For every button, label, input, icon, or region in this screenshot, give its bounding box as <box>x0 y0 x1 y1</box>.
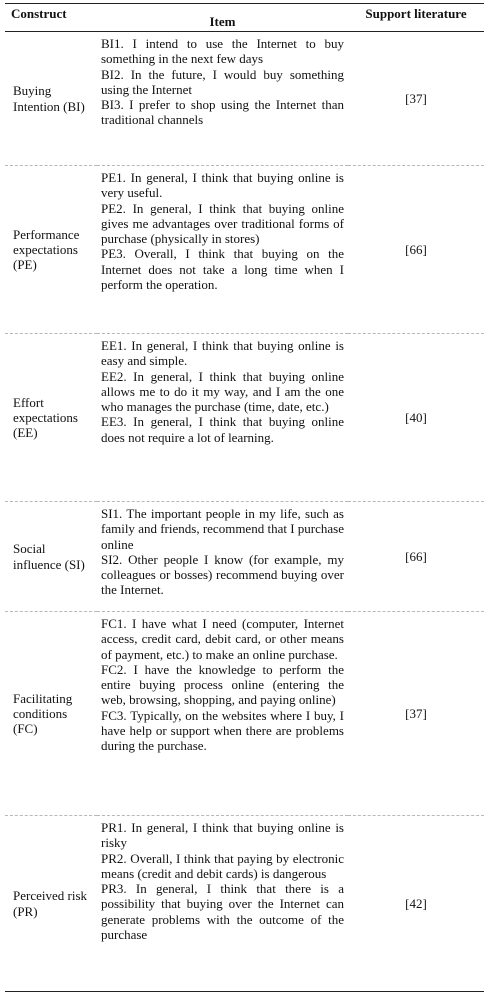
table-row <box>5 334 484 502</box>
table-row <box>5 166 484 334</box>
construct-cell: Facilitating conditions (FC) <box>5 612 97 816</box>
item-text: PE1. In general, I think that buying online is very useful. <box>101 170 344 201</box>
header-construct: Construct <box>5 4 97 32</box>
table-row <box>5 612 484 816</box>
item-text: PE2. In general, I think that buying online gives me advantages over traditional forms of purchase (physically in stores) <box>101 200 344 247</box>
construct-cell: Perceived risk (PR) <box>5 816 97 992</box>
item-text: BI2. In the future, I would buy something using the Internet <box>101 66 344 97</box>
item-text: FC2. I have the knowledge to perform the entire buying process online (entering the web, browsing, shopping, and paying online) <box>101 661 344 708</box>
item-text: PR3. In general, I think that there is a possibility that buying over the Internet can generate problems with the outcome of the purchase <box>101 881 344 943</box>
construct-cell: Effort expectations (EE) <box>5 334 97 502</box>
reference-cell: [66] <box>348 502 484 612</box>
item-text: BI1. I intend to use the Internet to buy something in the next few days <box>101 36 344 67</box>
items-cell <box>97 816 348 992</box>
constructs-table <box>5 3 484 992</box>
items-cell <box>97 32 348 166</box>
item-text: FC3. Typically, on the websites where I buy, I have help or support when there are problems during the purchase. <box>101 707 344 754</box>
items-cell <box>97 166 348 334</box>
reference-cell: [37] <box>348 612 484 816</box>
reference-cell: [42] <box>348 816 484 992</box>
reference-cell: [66] <box>348 166 484 334</box>
item-text: SI1. The important people in my life, such as family and friends, recommend that I purchase online <box>101 506 344 552</box>
construct-cell: Performance expectations (PE) <box>5 166 97 334</box>
construct-cell: Buying Intention (BI) <box>5 32 97 166</box>
items-cell <box>97 334 348 502</box>
reference-cell: [40] <box>348 334 484 502</box>
item-text: BI3. I prefer to shop using the Internet than traditional channels <box>101 97 344 128</box>
item-text: EE3. In general, I think that buying online does not require a lot of learning. <box>101 414 344 445</box>
header-row <box>5 4 484 32</box>
table-row <box>5 502 484 612</box>
item-text: FC1. I have what I need (computer, Internet access, credit card, debit card, or other means of payment, etc.) to make an online purchase. <box>101 616 344 662</box>
header-support: Support literature <box>348 4 484 32</box>
item-text: PR2. Overall, I think that paying by electronic means (credit and debit cards) is dangerous <box>101 850 344 881</box>
item-text: EE1. In general, I think that buying online is easy and simple. <box>101 338 344 369</box>
construct-cell: Social influence (SI) <box>5 502 97 612</box>
item-text: EE2. In general, I think that buying online allows me to do it my way, and I am the one who manages the purchase (time, date, etc.) <box>101 368 344 415</box>
table-row <box>5 816 484 992</box>
items-cell <box>97 612 348 816</box>
item-text: SI2. Other people I know (for example, my colleagues or bosses) recommend buying over the Internet. <box>101 551 344 598</box>
item-text: PR1. In general, I think that buying online is risky <box>101 820 344 851</box>
reference-cell: [37] <box>348 32 484 166</box>
table-body <box>5 32 484 992</box>
item-text: PE3. Overall, I think that buying on the Internet does not take a long time when I perform the operation. <box>101 246 344 293</box>
items-cell <box>97 502 348 612</box>
table-row <box>5 32 484 166</box>
header-item: Item <box>97 4 348 32</box>
